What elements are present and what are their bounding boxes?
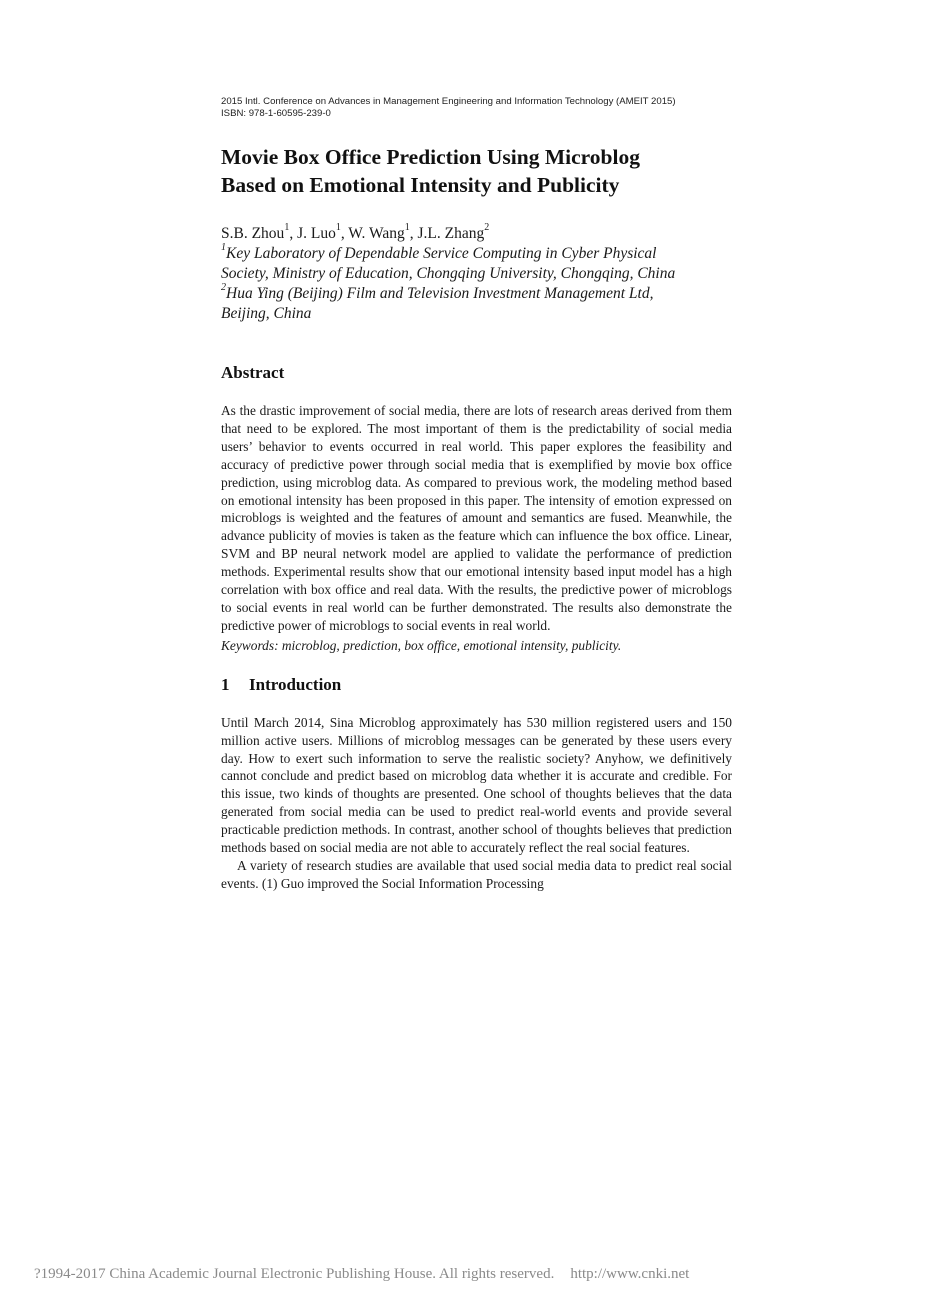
author-separator: , [340,225,349,242]
section-number: 1 [221,674,230,694]
affiliation-1-mark: 1 [221,242,226,254]
affiliation-2-mark: 2 [221,282,226,294]
keywords: Keywords: microblog, prediction, box office, emotional intensity, publicity. [221,637,622,653]
author-affil-mark: 2 [484,222,490,234]
affiliation-1-line-2: Society, Ministry of Education, Chongqing University, Chongqing, China [221,265,676,282]
abstract-heading: Abstract [221,363,285,382]
author-affil-mark: 1 [284,222,290,234]
affiliations [221,244,732,324]
paper-page [221,96,732,893]
section-title: Introduction [249,674,342,694]
title-line-2: Based on Emotional Intensity and Publicity [221,173,620,197]
conference-line: 2015 Intl. Conference on Advances in Management Engineering and Information Technology (AMEIT 2015) [221,96,676,107]
author-list [221,224,732,244]
intro-paragraph-2: A variety of research studies are available that used social media data to predict real social events. (1) Guo improved the Social Information Processing [221,857,732,891]
introduction-heading [221,674,732,696]
paper-title [221,143,732,199]
author-name: J.L. Zhang [417,225,485,242]
copyright-notice: ?1994-2017 China Academic Journal Electronic Publishing House. All rights reserved. [34,1266,555,1282]
author-separator: , [409,225,418,242]
author-separator: , [289,225,298,242]
affiliation-1 [221,244,732,264]
affiliation-2-line-2: Beijing, China [221,305,312,322]
author-affil-mark: 1 [335,222,341,234]
affiliation-2 [221,284,732,304]
affiliation-2-line-1: Hua Ying (Beijing) Film and Television Investment Management Ltd, [226,285,654,302]
isbn-line: ISBN: 978-1-60595-239-0 [221,108,331,119]
abstract-text: As the drastic improvement of social media, there are lots of research areas derived from them that need to be explored. The most important of them is the predictability of social media users’ behavior to events occurred in real world. This paper explores the feasibility and accuracy of predictive power through social media that is exemplified by movie box office prediction, using microblog data. As compared to previous work, the modeling method based on emotional intensity has been proposed in this paper. The intensity of emotion expressed on microblogs is weighted and the features of amount and semantics are fused. Meanwhile, the advance publicity of movies is taken as the feature which can influence the box office. Linear, SVM and BP neural network model are applied to validate the performance of prediction methods. Experimental results show that our emotional intensity based input model has a high correlation with box office and real data. With the results, the predictive power of microblogs to social events in real world can be further demonstrated. The results also demonstrate the predictive power of microblogs to social events in real world. [221,403,732,633]
author-name: S.B. Zhou [221,225,285,242]
affiliation-1-line-1: Key Laboratory of Dependable Service Computing in Cyber Physical [226,245,657,262]
title-line-1: Movie Box Office Prediction Using Microblog [221,145,640,169]
author-name: W. Wang [348,225,405,242]
author-affil-mark: 1 [404,222,410,234]
cnki-footer [34,1265,689,1283]
footer-url[interactable]: http://www.cnki.net [570,1266,690,1282]
intro-paragraph-1: Until March 2014, Sina Microblog approximately has 530 million registered users and 150 million active users. Millions of microblog messages can be generated by these users every day. How to exert such information to serve the realistic society? Anyhow, we definitively cannot conclude and predict based on microblog data whether it is accurate and credible. For this issue, two kinds of thoughts are presented. One school of thoughts believes that the data generated from social media can be used to predict real-world events and provide several practicable prediction methods. In contrast, another school of thoughts believes that prediction methods based on social media are not able to accurately reflect the real social features. [221,714,732,856]
author-name: J. Luo [297,225,336,242]
